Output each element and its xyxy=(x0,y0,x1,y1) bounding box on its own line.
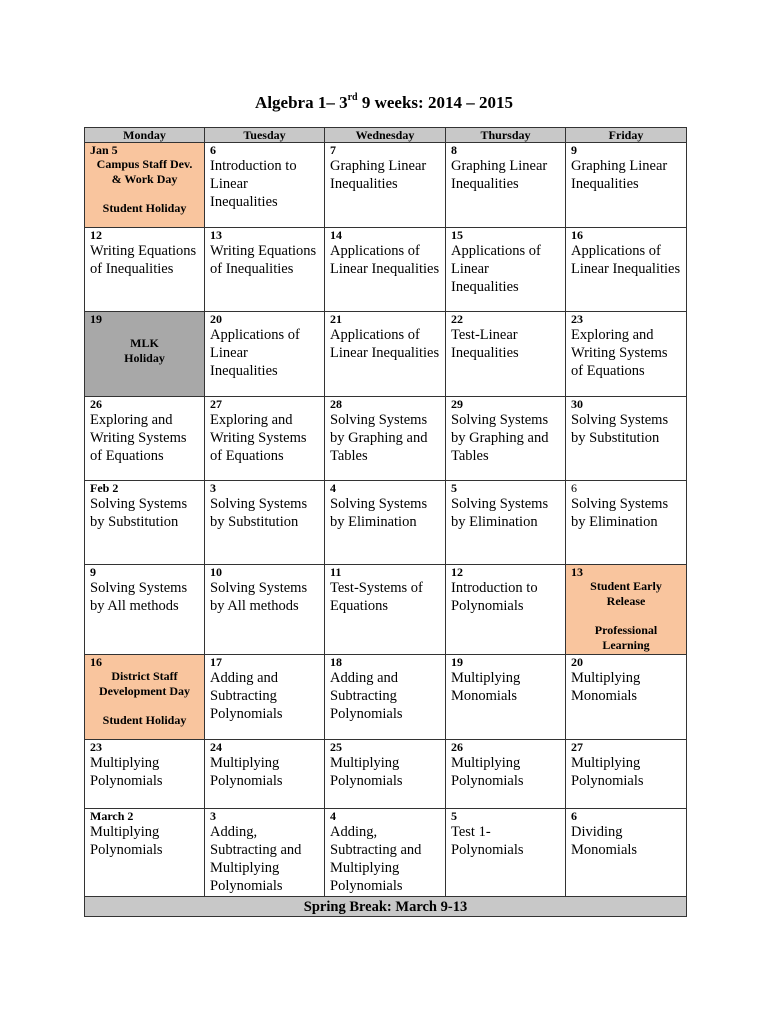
week-row xyxy=(85,740,687,809)
lesson-topic: Adding, Subtracting and Multiplying Polynomials xyxy=(210,824,302,894)
day-cell xyxy=(446,312,566,397)
day-number: 26 xyxy=(90,397,102,411)
lesson-topic: Test-Linear Inequalities xyxy=(451,327,519,361)
day-number: 13 xyxy=(571,565,583,579)
lesson-topic: Adding, Subtracting and Multiplying Polynomials xyxy=(330,824,422,894)
day-cell xyxy=(566,143,687,228)
day-cell xyxy=(205,809,325,897)
day-cell xyxy=(446,809,566,897)
day-cell xyxy=(566,397,687,481)
title-rest: 9 weeks: 2014 – 2015 xyxy=(357,93,513,112)
day-number: March 2 xyxy=(90,809,134,823)
day-number: 16 xyxy=(90,655,102,669)
day-number: 4 xyxy=(330,481,336,495)
day-number: 28 xyxy=(330,397,342,411)
lesson-topic: Exploring and Writing Systems of Equations xyxy=(571,327,668,379)
day-number: 3 xyxy=(210,809,216,823)
header-tuesday: Tuesday xyxy=(205,128,325,143)
lesson-topic: Solving Systems by Elimination xyxy=(451,496,549,530)
day-number: 24 xyxy=(210,740,222,754)
header-row xyxy=(85,128,687,143)
day-number: 8 xyxy=(451,143,457,157)
day-number: 23 xyxy=(90,740,102,754)
header-thursday: Thursday xyxy=(446,128,566,143)
lesson-topic: Solving Systems by All methods xyxy=(210,580,308,614)
day-cell xyxy=(205,312,325,397)
lesson-topic: Multiplying Polynomials xyxy=(90,824,163,858)
lesson-topic: Solving Systems by Graphing and Tables xyxy=(330,412,428,464)
holiday-line: Holiday xyxy=(124,351,165,365)
day-number: 6 xyxy=(571,481,577,495)
day-number: 15 xyxy=(451,228,463,242)
day-number: Jan 5 xyxy=(90,143,118,157)
day-number: 23 xyxy=(571,312,583,326)
day-cell xyxy=(325,809,446,897)
day-number: 5 xyxy=(451,809,457,823)
lesson-topic: Solving Systems by Elimination xyxy=(330,496,428,530)
day-number: 30 xyxy=(571,397,583,411)
day-number: 20 xyxy=(571,655,583,669)
lesson-topic: Multiplying Polynomials xyxy=(210,755,283,789)
lesson-topic: Multiplying Monomials xyxy=(571,670,641,704)
lesson-topic: Introduction to Polynomials xyxy=(451,580,538,614)
day-number: 20 xyxy=(210,312,222,326)
day-cell xyxy=(325,397,446,481)
holiday-line: Campus Staff Dev. xyxy=(96,157,193,171)
day-number: 9 xyxy=(571,143,577,157)
day-cell xyxy=(205,397,325,481)
footer-row xyxy=(85,897,687,917)
week-row xyxy=(85,481,687,565)
day-number: 7 xyxy=(330,143,336,157)
lesson-topic: Multiplying Polynomials xyxy=(90,755,163,789)
day-cell-holiday xyxy=(85,143,205,228)
day-number: 5 xyxy=(451,481,457,495)
lesson-topic: Graphing Linear Inequalities xyxy=(571,158,668,192)
holiday-line: District Staff xyxy=(111,669,178,683)
day-number: 11 xyxy=(330,565,342,579)
lesson-topic: Writing Equations of Inequalities xyxy=(90,243,197,277)
day-cell xyxy=(85,809,205,897)
day-cell xyxy=(566,740,687,809)
holiday-line: Professional xyxy=(594,623,658,637)
lesson-topic: Multiplying Polynomials xyxy=(330,755,403,789)
holiday-line: Release xyxy=(606,594,646,608)
day-cell xyxy=(205,655,325,740)
day-number: 27 xyxy=(571,740,583,754)
lesson-topic: Adding and Subtracting Polynomials xyxy=(210,670,283,722)
day-number: 27 xyxy=(210,397,222,411)
lesson-topic: Multiplying Polynomials xyxy=(451,755,524,789)
day-cell xyxy=(325,740,446,809)
day-number: 21 xyxy=(330,312,342,326)
day-number: 19 xyxy=(451,655,463,669)
day-number: 22 xyxy=(451,312,463,326)
day-cell xyxy=(85,565,205,655)
day-cell xyxy=(325,565,446,655)
day-cell-holiday xyxy=(85,312,205,397)
day-number: 10 xyxy=(210,565,222,579)
day-cell xyxy=(85,740,205,809)
day-number: 19 xyxy=(90,312,102,326)
day-number: 4 xyxy=(330,809,336,823)
calendar-table xyxy=(84,127,687,917)
week-row xyxy=(85,565,687,655)
day-cell xyxy=(446,740,566,809)
day-number: 12 xyxy=(90,228,102,242)
holiday-line: Student Holiday xyxy=(102,713,187,727)
holiday-line: & Work Day xyxy=(111,172,178,186)
day-cell xyxy=(205,565,325,655)
lesson-topic: Applications of Linear Inequalities xyxy=(571,243,681,277)
day-number: 6 xyxy=(571,809,577,823)
lesson-topic: Applications of Linear Inequalities xyxy=(330,243,440,277)
day-cell xyxy=(205,228,325,312)
week-row xyxy=(85,397,687,481)
day-number: 3 xyxy=(210,481,216,495)
day-cell xyxy=(446,397,566,481)
lesson-topic: Solving Systems by Substitution xyxy=(90,496,188,530)
day-number: 12 xyxy=(451,565,463,579)
day-number: 26 xyxy=(451,740,463,754)
day-number: 16 xyxy=(571,228,583,242)
lesson-topic: Test 1- Polynomials xyxy=(451,824,524,858)
day-number: 25 xyxy=(330,740,342,754)
day-cell xyxy=(566,655,687,740)
lesson-topic: Test-Systems of Equations xyxy=(330,580,423,614)
day-cell xyxy=(325,312,446,397)
holiday-line: Development Day xyxy=(99,684,190,698)
day-cell xyxy=(566,312,687,397)
day-cell xyxy=(566,809,687,897)
holiday-line: Student Early xyxy=(590,579,662,593)
lesson-topic: Graphing Linear Inequalities xyxy=(330,158,427,192)
day-number: 18 xyxy=(330,655,342,669)
lesson-topic: Solving Systems by Graphing and Tables xyxy=(451,412,549,464)
lesson-topic: Writing Equations of Inequalities xyxy=(210,243,317,277)
day-number: 17 xyxy=(210,655,222,669)
lesson-topic: Dividing Monomials xyxy=(571,824,638,858)
day-number: 6 xyxy=(210,143,216,157)
day-number: 14 xyxy=(330,228,342,242)
day-cell xyxy=(446,228,566,312)
lesson-topic: Graphing Linear Inequalities xyxy=(451,158,548,192)
lesson-topic: Solving Systems by All methods xyxy=(90,580,188,614)
day-cell xyxy=(205,740,325,809)
day-cell xyxy=(325,143,446,228)
holiday-line: Student Holiday xyxy=(102,201,187,215)
lesson-topic: Applications of Linear Inequalities xyxy=(330,327,440,361)
week-row xyxy=(85,143,687,228)
lesson-topic: Multiplying Monomials xyxy=(451,670,521,704)
week-row xyxy=(85,312,687,397)
page-title xyxy=(0,93,768,113)
day-cell xyxy=(446,655,566,740)
day-cell xyxy=(325,481,446,565)
day-cell xyxy=(85,228,205,312)
lesson-topic: Solving Systems by Elimination xyxy=(571,496,669,530)
lesson-topic: Applications of Linear Inequalities xyxy=(210,327,300,379)
week-row xyxy=(85,655,687,740)
day-cell xyxy=(566,481,687,565)
header-wednesday: Wednesday xyxy=(325,128,446,143)
spring-break-banner: Spring Break: March 9-13 xyxy=(85,897,687,917)
week-row xyxy=(85,228,687,312)
day-cell xyxy=(85,481,205,565)
day-cell xyxy=(325,228,446,312)
day-number: 29 xyxy=(451,397,463,411)
lesson-topic: Applications of Linear Inequalities xyxy=(451,243,541,295)
header-friday: Friday xyxy=(566,128,687,143)
lesson-topic: Introduction to Linear Inequalities xyxy=(210,158,297,210)
week-row xyxy=(85,809,687,897)
lesson-topic: Solving Systems by Substitution xyxy=(571,412,669,446)
lesson-topic: Adding and Subtracting Polynomials xyxy=(330,670,403,722)
day-cell-holiday xyxy=(85,655,205,740)
title-superscript: rd xyxy=(347,92,358,104)
day-cell xyxy=(446,565,566,655)
day-cell xyxy=(85,397,205,481)
day-cell xyxy=(446,481,566,565)
day-number: 9 xyxy=(90,565,96,579)
day-number: Feb 2 xyxy=(90,481,119,495)
day-cell xyxy=(205,143,325,228)
day-cell xyxy=(325,655,446,740)
lesson-topic: Solving Systems by Substitution xyxy=(210,496,308,530)
lesson-topic: Multiplying Polynomials xyxy=(571,755,644,789)
day-cell xyxy=(446,143,566,228)
lesson-topic: Exploring and Writing Systems of Equations xyxy=(210,412,307,464)
day-cell xyxy=(205,481,325,565)
lesson-topic: Exploring and Writing Systems of Equations xyxy=(90,412,187,464)
holiday-line: MLK xyxy=(130,336,159,350)
holiday-line: Learning xyxy=(602,638,650,652)
header-monday: Monday xyxy=(85,128,205,143)
title-main: Algebra 1– 3 xyxy=(255,93,348,112)
day-cell-early-release xyxy=(566,565,687,655)
day-number: 13 xyxy=(210,228,222,242)
day-cell xyxy=(566,228,687,312)
